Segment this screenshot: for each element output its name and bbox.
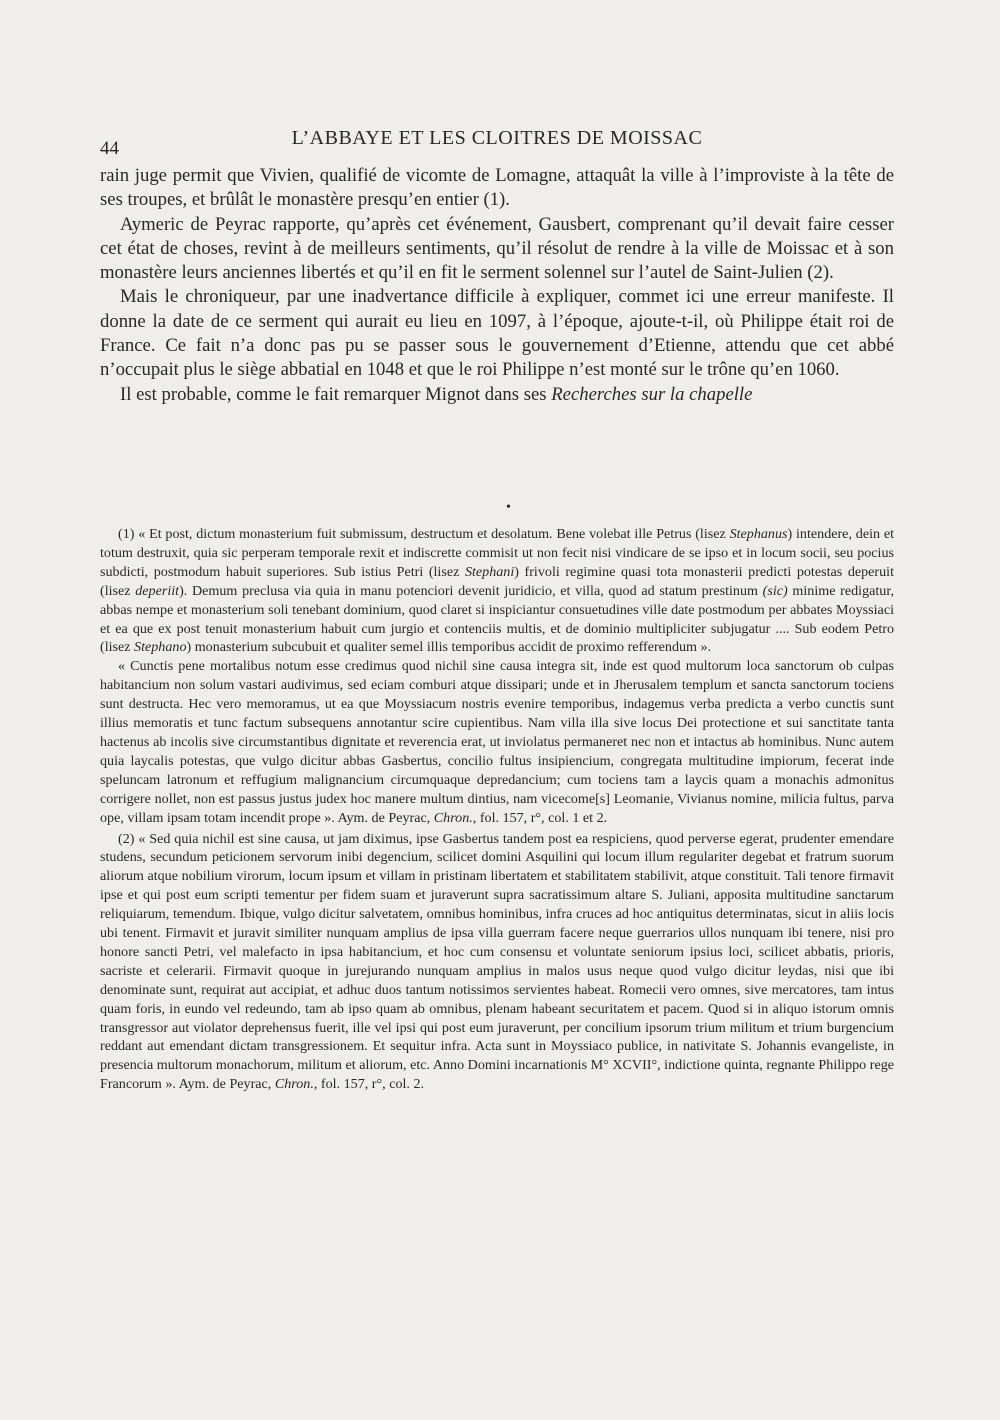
paragraph-2: Aymeric de Peyrac rapporte, qu’après cet événement, Gausbert, comprenant qu’il devait faire cesser cet état de choses, revint à de meilleurs sentiments, qu’il résolut de rendre à la ville de Moissac et à son monastère leurs anciennes libertés et qu’il en fit le serment solennel sur l’autel de Saint-Julien (2). <box>100 213 894 284</box>
paragraph-4 <box>100 383 894 407</box>
page-number: 44 <box>100 138 119 159</box>
footnote-text: , fol. 157, r°, col. 1 et 2. <box>472 809 608 826</box>
footnote-italic: deperiit <box>135 582 180 599</box>
footnotes <box>100 525 894 1094</box>
footnote-italic: Chron. <box>274 1076 314 1093</box>
footnote-text: (2) « Sed quia nichil est sine causa, ut jam diximus, ipse Gasbertus tandem post ea respiciens, quod perverse egerat, prudenter emendare studens, secundum peticionem servorum inibi degencium, scilicet domini Asquilini qui locum illum regulariter degebat et fratrum suorum aliorum atque nobilium virorum, locum ipsum et villam in pristinam libertatem et stabilitatem stabilivit, atque constituit. Tali tenore firmavit ipse et qui post eum scripti tementur per fidem suam et juraverunt supra sacratissimum altare S. Juliani, apposita multitudine sanctarum reliquiarum, temendum. Ibique, vulgo dicitur salvetatem, omnibus hominibus, infra cruces ad hoc antiquitus determinatas, sicut in aliis locis ubi tenent. Firmavit et juravit similiter nunquam amplius de ipsa villa guerram facere neque guerrarios ullos nunquam ibi tenere, nisi pro honore sancti Petri, vel malefacto in ipsa habitancium, et hoc cum consensu et voluntate seniorum ipsius loci, scilicet abbatis, prioris, sacriste et celerarii. Firmavit quoque in jurejurando nunquam amplius in malos usus neque quod vulgo dicitur leydas, nisi que ibi denominate sunt, requirat aut accipiat, et adhuc duos tantum notissimos servientes habeat. Romecii vero omnes, sive mercatores, tam intus quam foris, in eundo vel redeundo, tam ab ipso quam ab omnibus, plenam habeant securitatem et pacem. Quod si in aliquo istorum omnis transgressor aut violator deprehensus fuerit, ille vel ipsi qui post eum juraverunt, per concilium ipsorum trium militum et trium burgencium reddant aut emendant dictam transgressionem. Et sequitur infra. Acta sunt in Moyssiaco publice, in nativitate S. Johannis evangeliste, in presencia multorum monachorum, militum et aliorum, etc. Anno Domini incarnationis M° XCVII°, indictione quinta, regnante Philippo rege Francorum ». Aym. de Peyrac, <box>100 830 894 1093</box>
footnote-italic: (sic) <box>762 582 788 599</box>
paragraph-4-text: Il est probable, comme le fait remarquer Mignot dans ses <box>120 383 552 405</box>
footnote-italic: Chron. <box>433 809 473 826</box>
running-title: L’ABBAYE ET LES CLOITRES DE MOISSAC <box>291 127 703 149</box>
footnote-text: ) monasterium subcubuit et qualiter semel illis temporibus accidit de proximo refferendum ». <box>186 639 712 656</box>
footnote-text: « Cunctis pene mortalibus notum esse credimus quod nichil sine causa integra sit, inde est quod multorum loca sanctorum ob culpas habitancium non solum vastari audivimus, sed eciam comburi atque dissipari; unde et in Jherusalem templum et sancta sanctorum tociens sunt destructa. Hec vero memoramus, ut ea que Moyssiacum nostris evenire temporibus, indagemus verba predicta a verbo cunctis sunt illius memoratis et tunc factum subsequens annotantur scire cupientibus. Nam villa illa sive locus Dei protectione et sui sanctitate tanta hactenus ab incolis sive circumstantibus dignitate et reverencia erat, ut inviolatus permaneret nec non et intactus ab hominibus. Nunc autem quia laycalis potestas, que vulgo dicitur abbas Gasbertus, concilio fultus insipiencium, congregata multitudine impiorum, fecerat inde speluncam latronum et reffugium malignancium circumquaque depredancium; cum tociens tam a laycis quam a monachis admonitus corrigere nollet, non est passus justus judex hoc manere multum dintius, nam vicecome[s] Leomanie, Vivianus nomine, milicia fultus, parva ope, villam ipsam totam incendit prope ». Aym. de Peyrac, <box>100 658 894 826</box>
paragraph-1: rain juge permit que Vivien, qualifié de vicomte de Lomagne, attaquât la ville à l’improviste à la tête de ses troupes, et brûlât le monastère presqu’en entier (1). <box>100 165 894 211</box>
footnote-italic: Stephano <box>134 639 187 656</box>
footnote-italic: Stephanus <box>729 526 788 542</box>
footnote-text: minime redigatur, abbas nempe et monasterium soli tenebant dominium, quod claret si inspiciantur consuetudines ville date postmodum per abbates Moyssiaci et ea que ex post tenuit monasterium habuit cum jurgio et contenciis multis, et de dominio multipliciter subjugatur .... Sub eodem Petro (lisez <box>100 582 895 656</box>
book-title-italic: Recherches sur la chapelle <box>551 383 753 405</box>
footnote-italic: Stephani <box>464 563 515 580</box>
footnote-1 <box>100 525 894 657</box>
main-text <box>100 164 894 407</box>
footnote-text: , fol. 157, r°, col. 2. <box>313 1076 425 1093</box>
footnote-text: ). Demum preclusa via quia in manu potenciori devenit juridicio, et villa, quod ad statum prestinum <box>179 582 763 599</box>
paragraph-3: Mais le chroniqueur, par une inadvertance difficile à expliquer, commet ici une erreur manifeste. Il donne la date de ce serment qui aurait eu lieu en 1097, à l’époque, ajoute-t-il, où Philippe était roi de France. Ce fait n’a donc pas pu se passer sous le gouvernement d’Etienne, attendu que cet abbé n’occupait plus le siège abbatial en 1048 et que le roi Philippe n’est monté sur le trône qu’en 1060. <box>100 286 894 381</box>
page-header <box>100 122 894 159</box>
footnote-1-continued <box>100 657 894 827</box>
footnote-2 <box>100 830 894 1095</box>
footnote-text: (1) « Et post, dictum monasterium fuit submissum, destructum et desolatum. Bene volebat ille Petrus (lisez <box>118 526 730 542</box>
footnote-text: ) intendere, dein et totum destruxit, quia sic perperam temporale rexit et indiscrette commisit ut non fecit nisi vindicare de se ipso et in locum socii, seu pocius subdicti, postmodum habuit superiores. Sub istius Petri (lisez <box>100 526 895 580</box>
footnote-separator: • <box>506 500 511 515</box>
footnote-text: ) frivoli regimine quasi tota monasterii predicti potestas deperuit (lisez <box>100 563 894 599</box>
